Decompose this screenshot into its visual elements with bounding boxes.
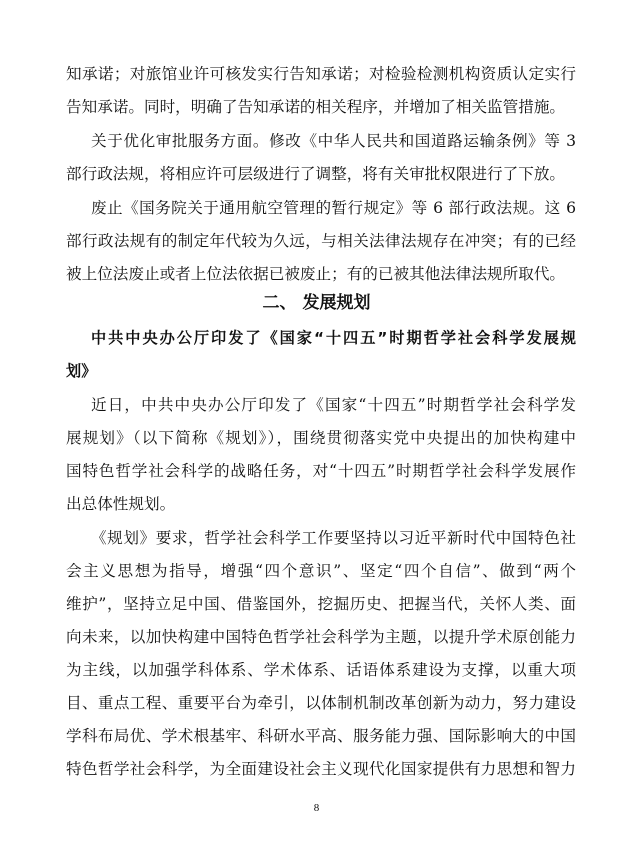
- paragraph-line: 目、重点工程、重要平台为牵引，以体制机制改革创新为动力，努力建设: [66, 694, 576, 712]
- paragraph-line: 废止《国务院关于通用航空管理的暂行规定》等 6 部行政法规。这 6: [91, 199, 576, 217]
- paragraph-line: 向未来，以加快构建中国特色哲学社会科学为主题，以提升学术原创能力: [66, 628, 576, 646]
- section-heading: 二、 发展规划: [262, 293, 371, 313]
- paragraph-line: 近日，中共中央办公厅印发了《国家“十四五”时期哲学社会科学发: [91, 396, 576, 414]
- paragraph-line: 告知承诺。同时，明确了告知承诺的相关程序，并增加了相关监管措施。: [66, 98, 566, 116]
- article-title-line: 中共中央办公厅印发了《国家“十四五”时期哲学社会科学发展规: [91, 329, 576, 347]
- paragraph-line: 学科布局优、学术根基牢、科研水平高、服务能力强、国际影响大的中国: [66, 727, 576, 745]
- paragraph-line: 知承诺；对旅馆业许可核发实行告知承诺；对检验检测机构资质认定实行: [66, 65, 576, 83]
- paragraph-line: 为主线，以加强学科体系、学术体系、话语体系建设为支撑，以重大项: [66, 661, 576, 679]
- paragraph-line: 被上位法废止或者上位法依据已被废止；有的已被其他法律法规所取代。: [66, 265, 566, 283]
- page-number: 8: [313, 802, 320, 814]
- paragraph-line: 国特色哲学社会科学的战略任务，对“十四五”时期哲学社会科学发展作: [66, 462, 576, 480]
- paragraph-line: 特色哲学社会科学，为全面建设社会主义现代化国家提供有力思想和智力: [66, 760, 576, 778]
- paragraph-line: 关于优化审批服务方面。修改《中华人民共和国道路运输条例》等 3: [91, 132, 576, 150]
- paragraph-line: 出总体性规划。: [66, 495, 176, 513]
- paragraph-line: 展规划》（以下简称《规划》），围绕贯彻落实党中央提出的加快构建中: [66, 429, 576, 447]
- article-title-line: 划》: [66, 362, 97, 380]
- paragraph-line: 会主义思想为指导，增强“四个意识”、坚定“四个自信”、做到“两个: [66, 562, 576, 580]
- paragraph-line: 维护”，坚持立足中国、借鉴国外，挖掘历史、把握当代，关怀人类、面: [66, 595, 576, 613]
- paragraph-line: 《规划》要求，哲学社会科学工作要坚持以习近平新时代中国特色社: [91, 529, 576, 547]
- paragraph-line: 部行政法规有的制定年代较为久远，与相关法律法规存在冲突；有的已经: [66, 232, 576, 250]
- paragraph-line: 部行政法规，将相应许可层级进行了调整，将有关审批权限进行了下放。: [66, 165, 566, 183]
